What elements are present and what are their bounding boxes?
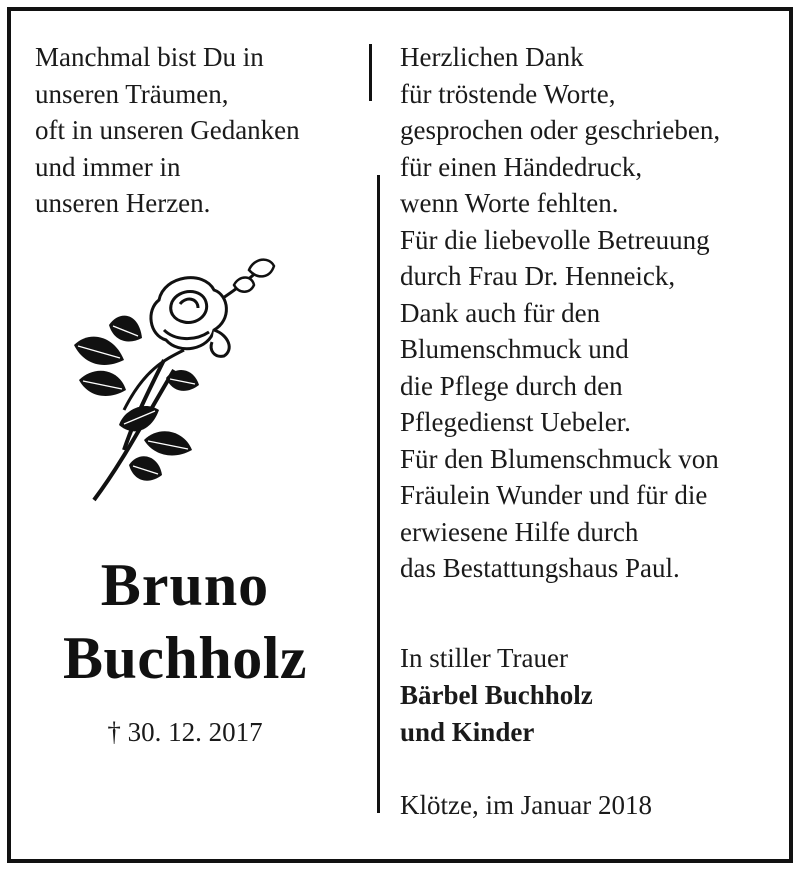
poem-line: Manchmal bist Du in [35,42,264,72]
thanks-line: Für die liebevolle Betreuung [400,224,710,255]
thanks-line: für einen Händedruck, [400,151,643,182]
poem-line: unseren Träumen, [35,78,229,109]
thanks-line: für tröstende Worte, [400,78,616,109]
poem-line: und immer in [35,151,181,182]
poem-line: oft in unseren Gedanken [35,115,300,145]
place-date: Klötze, im Januar 2018 [400,790,652,820]
signature [400,640,593,751]
thanks-line: Dank auch für den [400,297,601,328]
deceased-last-name: Buchholz [62,625,308,691]
deceased-first-name: Bruno [100,552,270,618]
signature-mourner: Bärbel Buchholz [400,680,593,710]
thanks-line: erwiesene Hilfe durch [400,516,639,547]
thanks-line: Fräulein Wunder und für die [400,480,708,510]
thanks-line: das Bestattungshaus Paul. [400,553,680,583]
column-divider [377,175,380,813]
thanks-line: Herzlichen Dank [400,42,584,72]
thanks-line: wenn Worte fehlten. [400,188,619,218]
signature-intro: In stiller Trauer [400,643,568,673]
thanks-text [400,39,720,587]
thanks-line: durch Frau Dr. Henneick, [400,261,676,291]
signature-family: und Kinder [400,717,535,747]
rose-icon [64,250,284,510]
thanks-line: die Pflege durch den [400,370,623,401]
death-date: † 30. 12. 2017 [107,717,263,747]
thanks-line: Pflegedienst Uebeler. [400,407,631,437]
thanks-line: gesprochen oder geschrieben, [400,115,721,145]
thanks-line: Blumenschmuck und [400,334,629,364]
poem-line: unseren Herzen. [35,188,211,218]
thanks-line: Für den Blumenschmuck von [400,443,719,474]
poem [35,39,300,222]
column-divider-top [369,44,372,101]
